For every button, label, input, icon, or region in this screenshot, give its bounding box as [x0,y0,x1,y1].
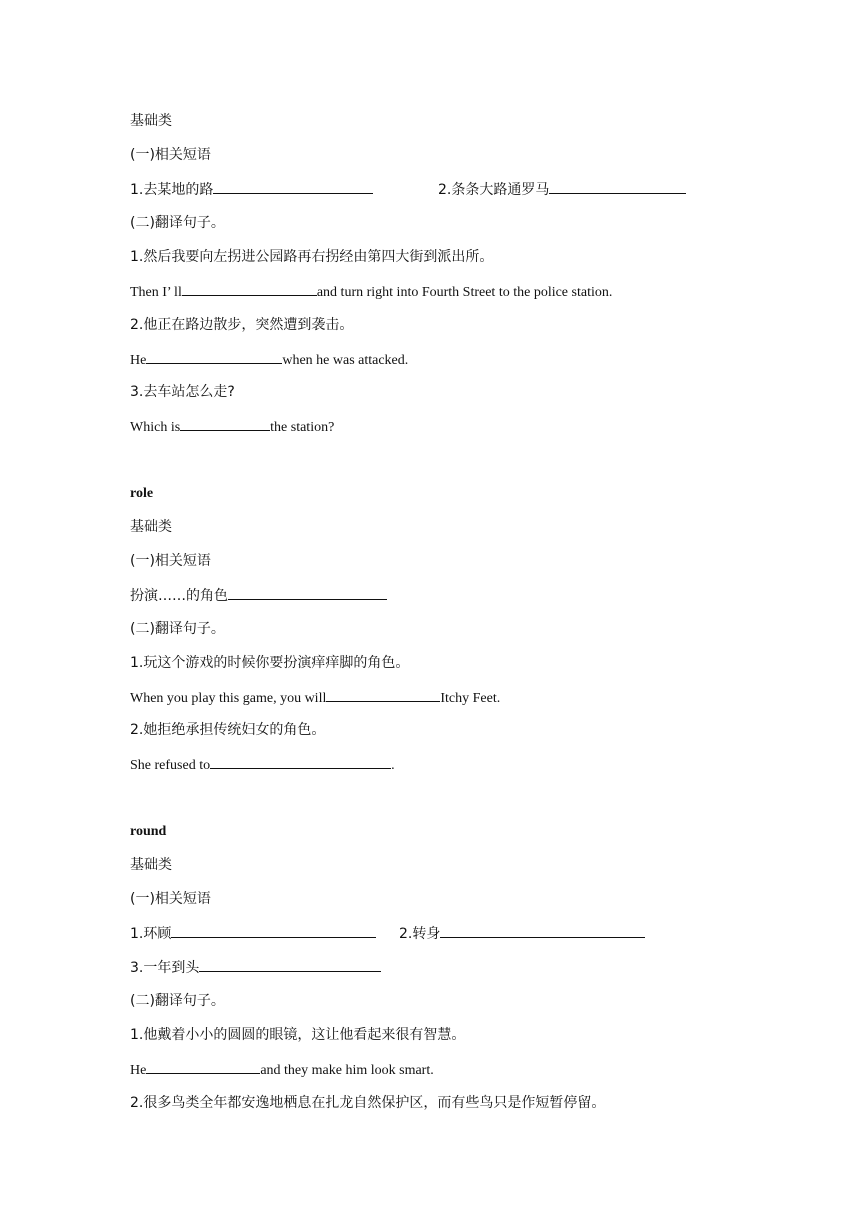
answer-blank[interactable] [182,282,317,296]
phrase-label: 扮演……的角色 [130,588,228,604]
category-heading: 基础类 [130,857,172,873]
english-sentence [130,350,408,370]
sentence-suffix: and they make him look smart. [260,1063,434,1078]
chinese-sentence: 1.玩这个游戏的时候你要扮演痒痒脚的角色。 [130,655,410,671]
chinese-sentence: 2.他正在路边散步，突然遭到袭击。 [130,317,354,333]
phrase-row [130,958,381,977]
sentence-prefix: He [130,1063,147,1078]
answer-blank[interactable] [180,417,270,431]
chinese-sentence: 1.然后我要向左拐进公园路再右拐经由第四大街到派出所。 [130,249,494,265]
english-sentence [130,282,612,302]
sentence-suffix: . [391,758,395,773]
english-sentence [130,1060,434,1080]
phrase-label: 2.转身 [399,926,441,942]
answer-blank[interactable] [228,586,387,600]
sentence-suffix: when he was attacked. [282,353,409,368]
chinese-sentence: 2.很多鸟类全年都安逸地栖息在扎龙自然保护区，而有些鸟只是作短暂停留。 [130,1095,606,1111]
sentence-prefix: Which is [130,420,181,435]
phrase-row [438,180,686,199]
sentence-suffix: and turn right into Fourth Street to the police station. [316,285,613,300]
sentence-suffix: Itchy Feet. [440,691,501,706]
phrases-heading: (一)相关短语 [130,553,211,569]
phrase-label: 1.去某地的路 [130,182,214,198]
answer-blank[interactable] [210,755,391,769]
sentences-heading: (二)翻译句子。 [130,993,225,1009]
answer-blank[interactable] [146,1060,260,1074]
answer-blank[interactable] [549,180,686,194]
sentence-prefix: She refused to [130,758,211,773]
phrase-label: 2.条条大路通罗马 [438,182,550,198]
phrase-row [130,586,387,605]
answer-blank[interactable] [213,180,373,194]
phrase-row [399,924,645,943]
phrase-label: 1.环顾 [130,926,172,942]
english-sentence [130,688,500,708]
sentences-heading: (二)翻译句子。 [130,621,225,637]
sentence-prefix: He [130,353,147,368]
answer-blank[interactable] [199,958,381,972]
sentence-prefix: When you play this game, you will [130,691,327,706]
english-sentence [130,755,395,775]
phrase-row [130,180,373,199]
chinese-sentence: 2.她拒绝承担传统妇女的角色。 [130,722,326,738]
word-heading: role [130,486,154,501]
category-heading: 基础类 [130,519,172,535]
answer-blank[interactable] [326,688,440,702]
phrase-label: 3.一年到头 [130,960,200,976]
phrases-heading: (一)相关短语 [130,147,211,163]
category-heading: 基础类 [130,113,172,129]
phrases-heading: (一)相关短语 [130,891,211,907]
answer-blank[interactable] [146,350,282,364]
chinese-sentence: 3.去车站怎么走? [130,384,235,400]
sentence-prefix: Then I’ ll [130,285,182,300]
sentence-suffix: the station? [270,420,335,435]
answer-blank[interactable] [440,924,645,938]
phrase-row [130,924,376,943]
answer-blank[interactable] [171,924,376,938]
english-sentence [130,417,334,437]
word-heading: round [130,824,167,839]
sentences-heading: (二)翻译句子。 [130,215,225,231]
chinese-sentence: 1.他戴着小小的圆圆的眼镜，这让他看起来很有智慧。 [130,1027,466,1043]
